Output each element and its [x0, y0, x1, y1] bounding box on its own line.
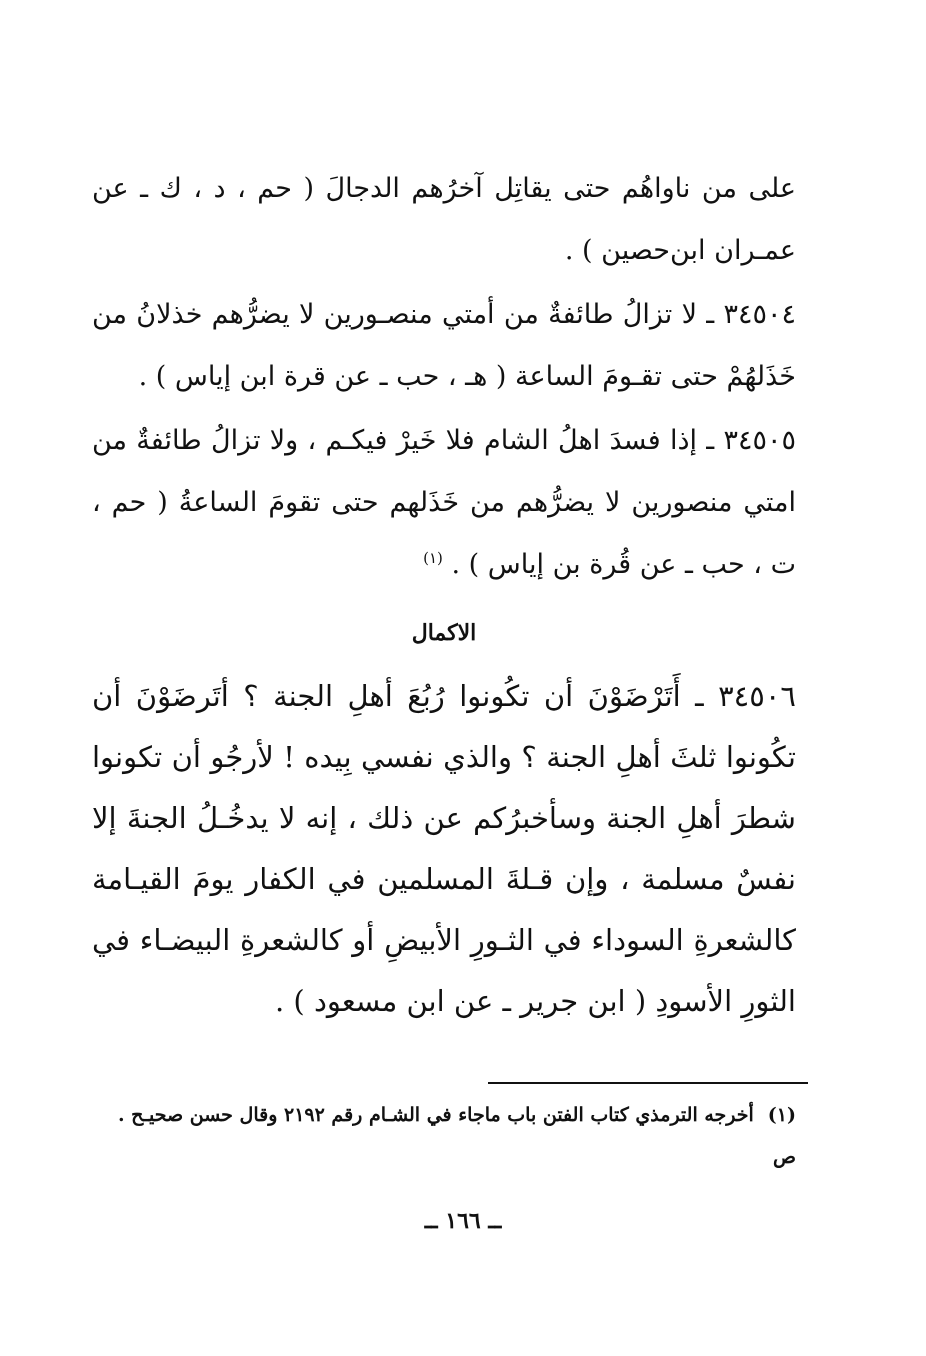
main-text-column [92, 158, 796, 1032]
hadith-34505-text: ٣٤٥٠٥ ـ إذا فسدَ اهلُ الشام فلا خَيرْ فيكـم ، ولا تزالُ طائفةٌ من امتي منصورين لا يضرُّهم من خَذَلهم حتى تقومَ الساعةُ ( حم ، ت ، حب ـ عن قُرة بن إياس ) . [92, 425, 796, 580]
paragraph-continuation: على من ناواهُم حتى يقاتِل آخرُهم الدجالَ ( حم ، د ، ك ـ عن عمـران ابن‌حصين ) . [92, 173, 796, 266]
footnote-marker: (١) [767, 1104, 796, 1126]
footnote-divider [488, 1082, 808, 1084]
section-heading: الاكمال [411, 620, 477, 646]
footnote-reference: (١) [423, 549, 443, 567]
page-number: ــ ١٦٦ ــ [424, 1208, 502, 1234]
footnote-text: أخرجه الترمذي كتاب الفتن باب ماجاء في الشـام رقم ٢١٩٢ وقال حسن صحيـح . ص [117, 1104, 796, 1168]
hadith-34506: ٣٤٥٠٦ ـ أَتَرْضَوْنَ أن تكُونوا رُبُعَ أهلِ الجنة ؟ أتَرضَوْنَ أن تكُونوا ثلثَ أهلِ الجنة ؟ والذي نفسي بِيده ! لأرجُو أن تكونوا شطرَ أهلِ الجنة وسأخبرُكم عن ذلك ، إنه لا يدخُـلُ الجنةَ إلا نفسٌ مسلمة ، وإن قـلةَ المسلمين في الكفار يومَ القيـامة كالشعرةِ السوداء في الثـورِ الأبيضِ أو كالشعرةِ البيضـاء في الثورِ الأسودِ ( ابن جرير ـ عن ابن مسعود ) . [92, 679, 796, 1018]
hadith-34504: ٣٤٥٠٤ ـ لا تزالُ طائفةٌ من أمتي منصـورين لا يضرُّهم خذلانُ من خَذَلهُمْ حتى تقـومَ الساعة ( هـ ، حب ـ عن قرة ابن إياس ) . [92, 299, 796, 392]
hadith-34505 [92, 410, 796, 596]
footnote [92, 1094, 796, 1178]
